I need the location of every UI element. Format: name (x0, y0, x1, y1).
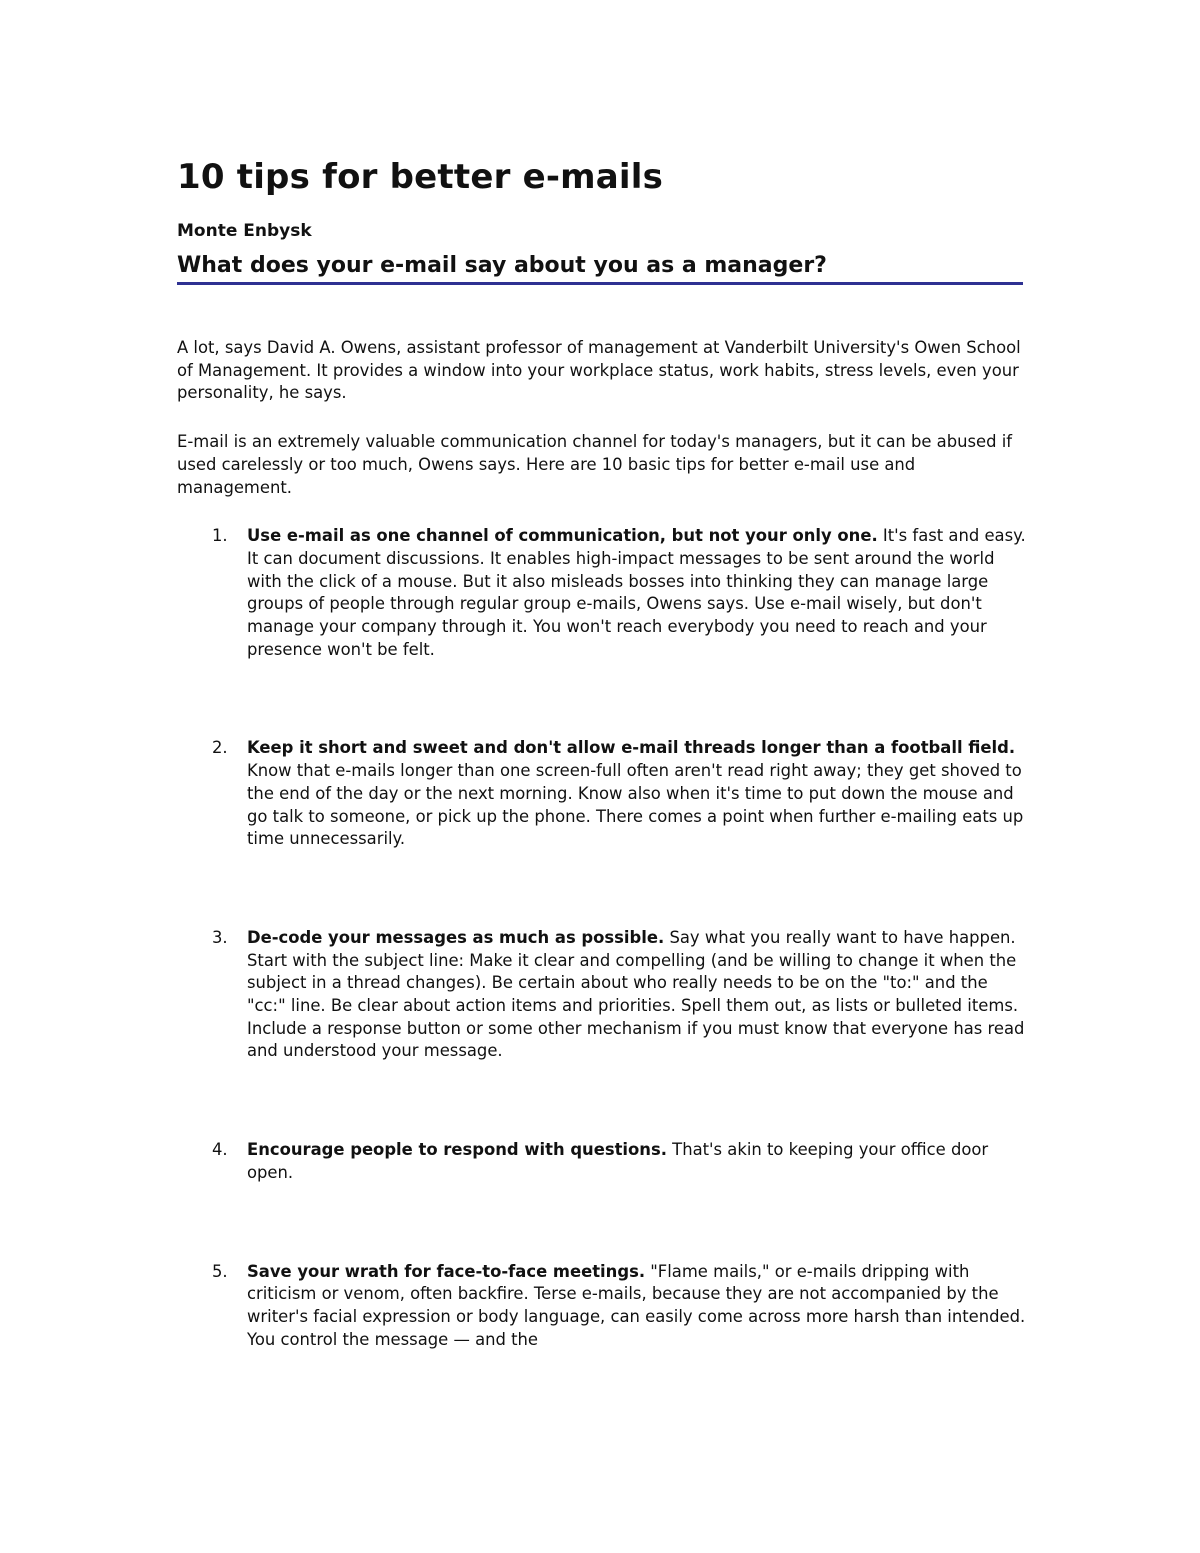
document-page (177, 155, 1027, 1351)
intro-paragraph: E-mail is an extremely valuable communication channel for today's managers, but it can be abused if used carelessly or too much, Owens says. Here are 10 basic tips for better e-mail use and management. (177, 432, 1013, 497)
tip-heading: Use e-mail as one channel of communication, but not your only one. (247, 526, 878, 546)
tip-body: "Flame mails," or e-mails dripping with criticism or venom, often backfire. Terse e-mails, because they are not accompanied by the writer's facial expression or body language, can easily come across more harsh than intended. You control the message — and the (247, 1261, 1026, 1349)
author-name: Monte Enbysk (177, 221, 312, 241)
list-item (177, 525, 1027, 661)
list-item (177, 1139, 1027, 1184)
list-item-number: 1. (212, 526, 228, 546)
list-item (177, 1261, 1027, 1352)
tip-heading: Encourage people to respond with questions. (247, 1140, 667, 1160)
tip-body: That's akin to keeping your office door open. (247, 1140, 989, 1182)
tip-body: Say what you really want to have happen. Start with the subject line: Make it clear and compelling (and be willing to change it when the subject in a thread changes). Be certain about who really needs to be on the "to:" and the "cc:" line. Be clear about action items and priorities. Spell them out, as lists or bulleted items. Include a response button or some other mechanism if you must know that everyone has read and understood your message. (247, 927, 1025, 1061)
list-item-number: 2. (212, 738, 228, 758)
tip-heading: Save your wrath for face-to-face meetings. (247, 1261, 646, 1281)
tip-heading: Keep it short and sweet and don't allow e-mail threads longer than a football field. (247, 738, 1016, 758)
list-item-number: 5. (212, 1261, 228, 1281)
tip-body: Know that e-mails longer than one screen-full often aren't read right away; they get shoved to the end of the day or the next morning. Know also when it's time to put down the mouse and go talk to someone, or pick up the phone. There comes a point when further e-mailing eats up time unnecessarily. (247, 761, 1024, 849)
document-subtitle: What does your e-mail say about you as a manager? (177, 252, 1023, 285)
tip-body: It's fast and easy. It can document discussions. It enables high-impact messages to be sent around the world with the click of a mouse. But it also misleads bosses into thinking they can manage large groups of people through regular group e-mails, Owens says. Use e-mail wisely, but don't manage your company through it. You won't reach everybody you need to reach and your presence won't be felt. (247, 526, 1026, 659)
tips-list (177, 525, 1027, 1351)
intro-paragraph: A lot, says David A. Owens, assistant professor of management at Vanderbilt University's Owen School of Management. It provides a window into your workplace status, work habits, stress levels, even your personality, he says. (177, 338, 1021, 403)
document-title: 10 tips for better e-mails (177, 157, 664, 197)
list-item-number: 4. (212, 1140, 228, 1160)
list-item (177, 737, 1027, 851)
list-item-number: 3. (212, 927, 228, 947)
tip-heading: De-code your messages as much as possible. (247, 927, 665, 947)
list-item (177, 927, 1027, 1063)
